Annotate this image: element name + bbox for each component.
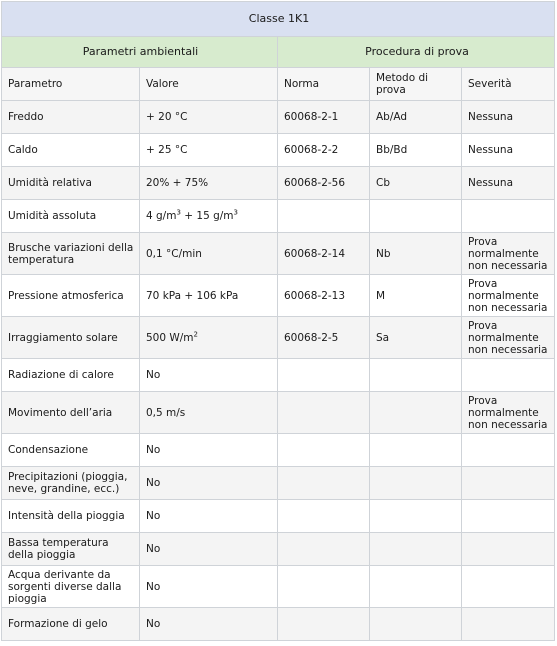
column-header-valore: Valore <box>140 68 278 101</box>
cell-severita <box>462 200 555 233</box>
cell-valore: 0,1 °C/min <box>140 233 278 275</box>
cell-norma <box>278 392 370 434</box>
cell-norma: 60068-2-2 <box>278 134 370 167</box>
table-title: Classe 1K1 <box>2 2 555 37</box>
cell-parametro: Formazione di gelo <box>2 608 140 641</box>
cell-severita: Prova normalmente non necessaria <box>462 317 555 359</box>
cell-valore: No <box>140 533 278 566</box>
cell-severita: Nessuna <box>462 101 555 134</box>
cell-severita: Nessuna <box>462 134 555 167</box>
column-header-metodo: Metodo di prova <box>370 68 462 101</box>
cell-metodo <box>370 200 462 233</box>
cell-parametro: Precipitazioni (pioggia, neve, grandine, ecc.) <box>2 467 140 500</box>
cell-parametro: Bassa temperatura della pioggia <box>2 533 140 566</box>
cell-severita: Prova normalmente non necessaria <box>462 233 555 275</box>
column-header-severita: Severità <box>462 68 555 101</box>
table-row <box>2 317 555 359</box>
table-row <box>2 359 555 392</box>
table-row <box>2 392 555 434</box>
cell-parametro: Movimento dell’aria <box>2 392 140 434</box>
superscript: 2 <box>193 330 198 338</box>
cell-metodo: M <box>370 275 462 317</box>
cell-parametro: Condensazione <box>2 434 140 467</box>
cell-severita: Nessuna <box>462 167 555 200</box>
cell-norma: 60068-2-5 <box>278 317 370 359</box>
cell-severita: Prova normalmente non necessaria <box>462 275 555 317</box>
cell-metodo: Nb <box>370 233 462 275</box>
cell-valore: No <box>140 608 278 641</box>
table-row <box>2 533 555 566</box>
column-header-parametro: Parametro <box>2 68 140 101</box>
cell-valore: + 25 °C <box>140 134 278 167</box>
cell-norma <box>278 533 370 566</box>
cell-parametro: Umidità relativa <box>2 167 140 200</box>
valore: 500 W/m <box>146 331 194 344</box>
cell-severita <box>462 359 555 392</box>
cell-metodo <box>370 359 462 392</box>
table-row <box>2 134 555 167</box>
cell-metodo: Bb/Bd <box>370 134 462 167</box>
cell-valore: No <box>140 359 278 392</box>
cell-metodo <box>370 533 462 566</box>
table-row <box>2 167 555 200</box>
table-row <box>2 500 555 533</box>
cell-valore <box>140 200 278 233</box>
cell-severita <box>462 434 555 467</box>
cell-metodo: Sa <box>370 317 462 359</box>
cell-severita <box>462 467 555 500</box>
cell-valore: No <box>140 566 278 608</box>
cell-parametro: Radiazione di calore <box>2 359 140 392</box>
cell-valore: + 20 °C <box>140 101 278 134</box>
valore-min: 4 g/m <box>146 210 177 222</box>
cell-metodo <box>370 434 462 467</box>
cell-norma: 60068-2-1 <box>278 101 370 134</box>
superscript: 3 <box>233 208 238 217</box>
cell-parametro: Irraggiamento solare <box>2 317 140 359</box>
cell-norma: 60068-2-56 <box>278 167 370 200</box>
cell-severita <box>462 500 555 533</box>
cell-valore <box>140 317 278 359</box>
cell-metodo <box>370 608 462 641</box>
cell-parametro: Caldo <box>2 134 140 167</box>
environment-class-table <box>1 1 555 641</box>
table-row <box>2 434 555 467</box>
cell-norma <box>278 434 370 467</box>
table-row <box>2 608 555 641</box>
cell-norma <box>278 467 370 500</box>
table-row <box>2 200 555 233</box>
cell-parametro: Intensità della pioggia <box>2 500 140 533</box>
cell-norma <box>278 566 370 608</box>
cell-metodo <box>370 500 462 533</box>
table-row <box>2 566 555 608</box>
cell-parametro: Freddo <box>2 101 140 134</box>
table-row <box>2 233 555 275</box>
cell-severita <box>462 566 555 608</box>
table-row <box>2 467 555 500</box>
cell-metodo <box>370 566 462 608</box>
cell-norma <box>278 359 370 392</box>
cell-metodo: Cb <box>370 167 462 200</box>
column-header-norma: Norma <box>278 68 370 101</box>
cell-norma: 60068-2-14 <box>278 233 370 275</box>
cell-parametro: Pressione atmosferica <box>2 275 140 317</box>
cell-valore: 20% + 75% <box>140 167 278 200</box>
cell-metodo <box>370 467 462 500</box>
cell-severita <box>462 608 555 641</box>
cell-parametro: Brusche variazioni della temperatura <box>2 233 140 275</box>
cell-parametro: Umidità assoluta <box>2 200 140 233</box>
cell-metodo <box>370 392 462 434</box>
cell-parametro: Acqua derivante da sorgenti diverse dalla pioggia <box>2 566 140 608</box>
cell-valore: No <box>140 500 278 533</box>
cell-norma <box>278 500 370 533</box>
cell-valore: 0,5 m/s <box>140 392 278 434</box>
cell-valore: 70 kPa + 106 kPa <box>140 275 278 317</box>
table-row <box>2 101 555 134</box>
cell-valore: No <box>140 434 278 467</box>
cell-norma: 60068-2-13 <box>278 275 370 317</box>
valore-max: + 15 g/m <box>180 210 234 222</box>
group-header-procedura: Procedura di prova <box>278 37 555 68</box>
cell-norma <box>278 608 370 641</box>
cell-metodo: Ab/Ad <box>370 101 462 134</box>
cell-norma <box>278 200 370 233</box>
cell-severita: Prova normalmente non necessaria <box>462 392 555 434</box>
cell-severita <box>462 533 555 566</box>
table-row <box>2 275 555 317</box>
group-header-parametri: Parametri ambientali <box>2 37 278 68</box>
superscript: 3 <box>176 208 181 217</box>
cell-valore: No <box>140 467 278 500</box>
